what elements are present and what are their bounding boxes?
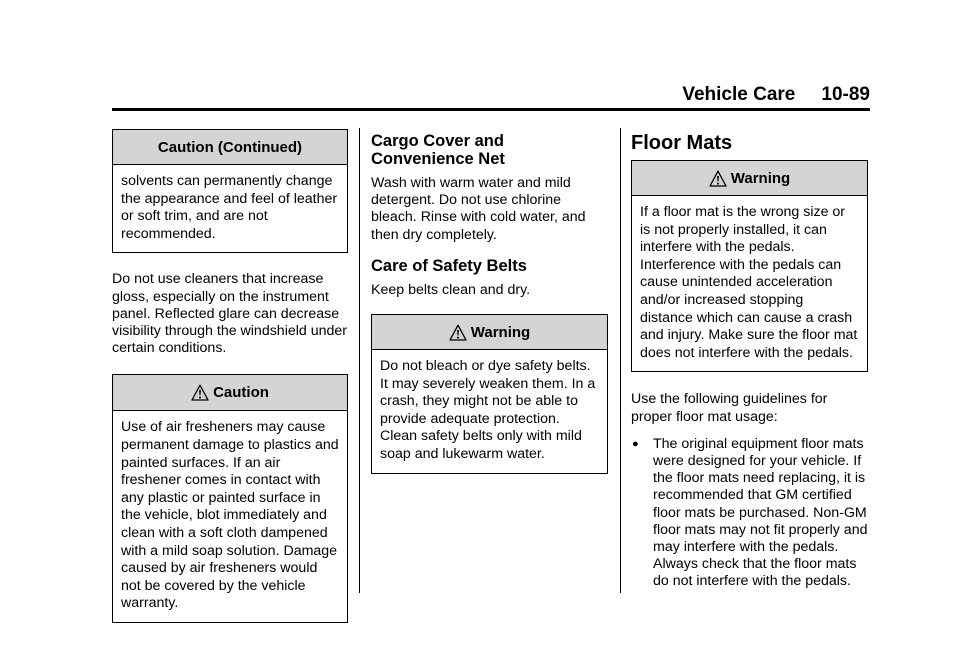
belts-heading: Care of Safety Belts <box>371 256 527 275</box>
caution-continued-text: solvents can permanently change the appearance and feel of leather or soft trim, and are not recommended. <box>121 173 338 242</box>
floor-mats-warning-box <box>631 160 868 372</box>
column-divider <box>359 128 360 593</box>
caution-box <box>112 374 348 623</box>
list-item-text: The original equipment floor mats were designed for your vehicle. If the floor mats need replacing, it is recommended that GM certified floor mats be purchased. Non-GM floor mats may not fit properly and may interfere with the pedals. Always check that the floor mats do not interfere with the pedals. <box>653 435 868 590</box>
page-number: 10-89 <box>821 84 870 105</box>
page-header <box>112 82 870 108</box>
list-item <box>631 436 868 591</box>
warning-triangle-icon <box>191 384 209 401</box>
cargo-heading: Cargo Cover and Convenience Net <box>371 132 505 168</box>
caution-header <box>113 375 347 411</box>
belts-text: Keep belts clean and dry. <box>371 281 531 298</box>
column-2 <box>371 128 608 474</box>
belts-warning-box <box>371 314 608 474</box>
header-rule <box>112 108 870 111</box>
floor-mats-warning-title: Warning <box>730 169 791 187</box>
caution-continued-box <box>112 129 348 253</box>
caution-text: Use of air fresheners may cause permanent damage to plastics and painted surfaces. If an air freshener comes in contact with any plastic or painted surface in the vehicle, blot immediately and clean with a soft cloth dampened with a mild soap solution. Damage caused by air fresheners would not be covered by the vehicle warranty. <box>121 419 339 612</box>
floor-mats-warning-header <box>632 161 867 196</box>
belts-warning-title: Warning <box>470 323 531 341</box>
belts-warning-header <box>372 315 607 350</box>
floor-mats-heading: Floor Mats <box>631 132 733 154</box>
warning-triangle-icon <box>449 324 467 341</box>
belts-warning-text: Do not bleach or dye safety belts. It may severely weaken them. In a crash, they might not be able to provide adequate protection. Clean safety belts only with mild soap and lukewarm water. <box>380 358 596 462</box>
caution-title: Caution <box>213 384 269 402</box>
caution-continued-title: Caution (Continued) <box>113 130 347 165</box>
cargo-text: Wash with warm water and mild detergent. Do not use chlorine bleach. Rinse with cold water, and then dry completely. <box>371 175 586 243</box>
cleaners-paragraph: Do not use cleaners that increase gloss, especially on the instrument panel. Reflected glare can decrease visibility through the windshield under certain conditions. <box>112 271 348 357</box>
guidelines-intro: Use the following guidelines for proper floor mat usage: <box>631 391 828 425</box>
column-3 <box>631 128 868 591</box>
column-divider <box>620 128 621 593</box>
column-1 <box>112 128 348 623</box>
floor-mats-warning-text: If a floor mat is the wrong size or is not properly installed, it can interfere with the pedals. Interference with the pedals can cause unintended acceleration and/or increased stopping distance which can cause a crash and injury. Make sure the floor mat does not interfere with the pedals. <box>640 204 858 361</box>
section-title: Vehicle Care <box>682 84 796 105</box>
bullet-icon: ● <box>632 437 639 450</box>
warning-triangle-icon <box>709 170 727 187</box>
